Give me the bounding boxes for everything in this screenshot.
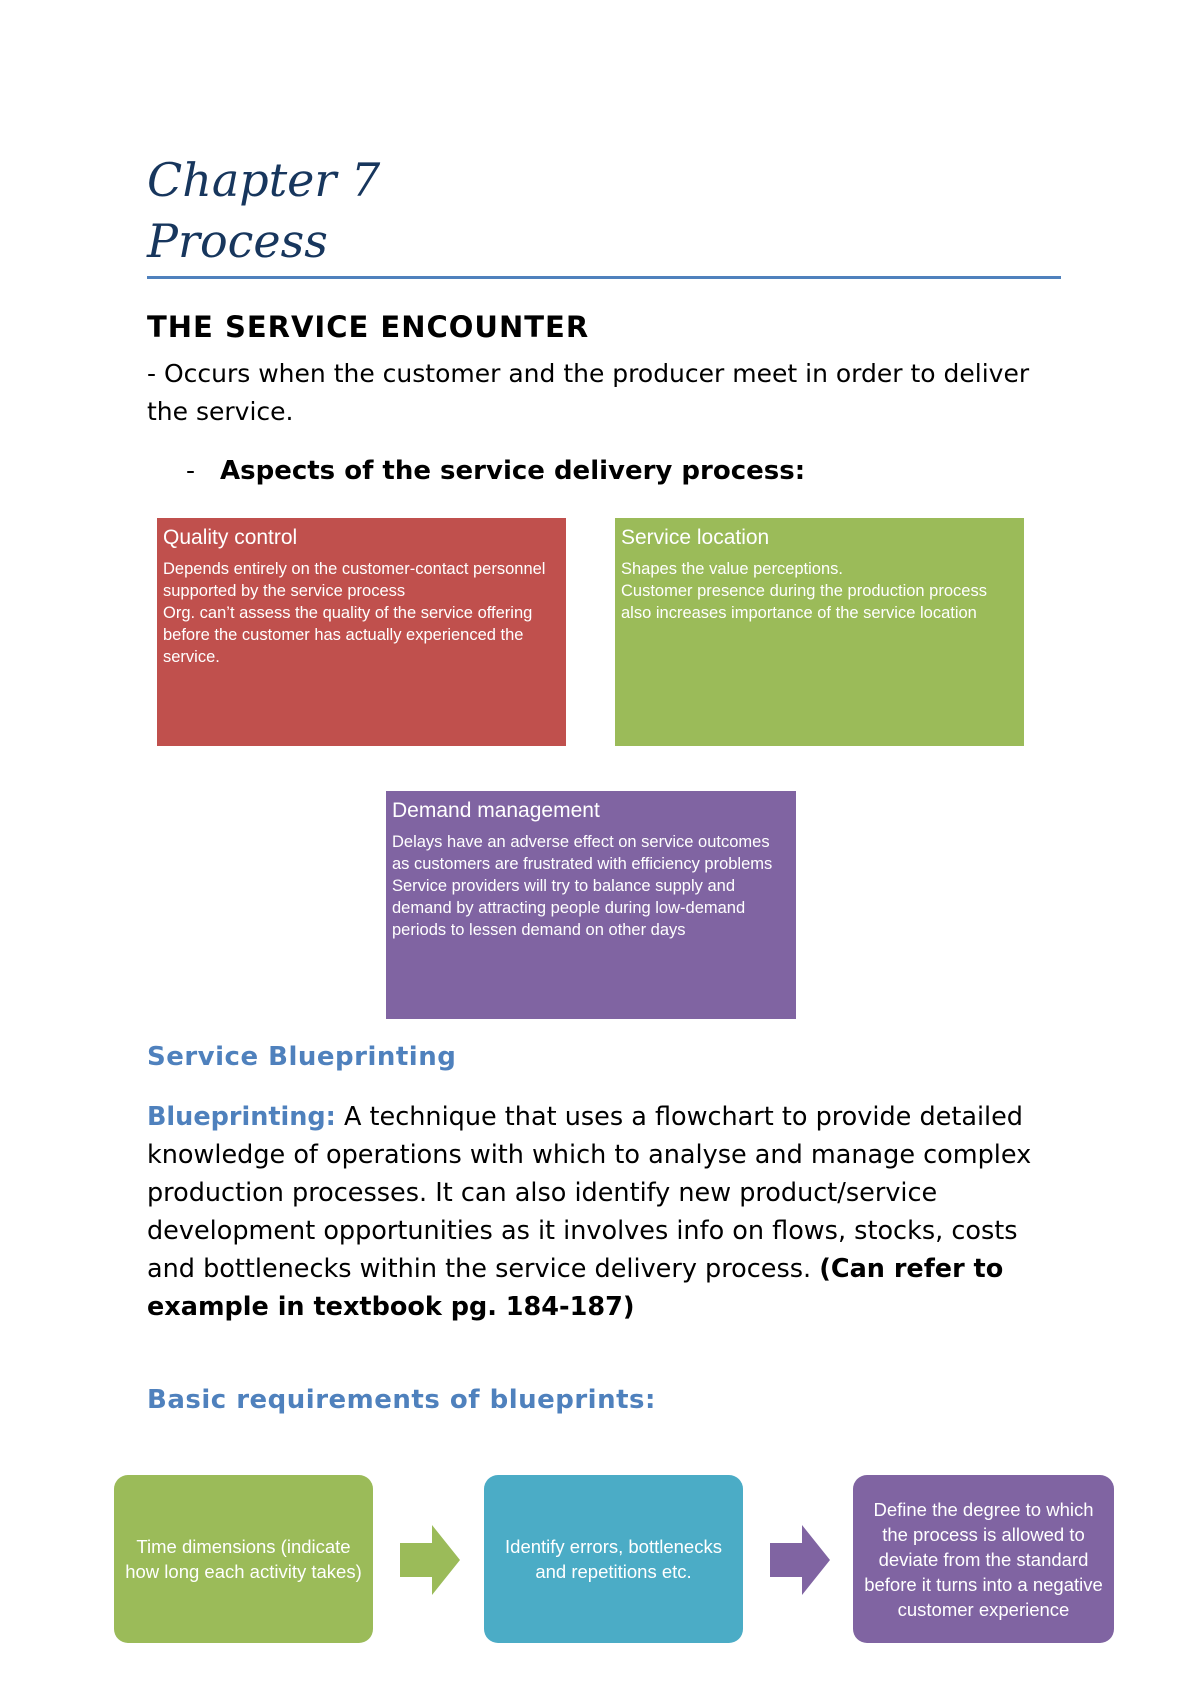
aspect-box-demand-management [386,791,796,1019]
chapter-name: Process [147,214,328,268]
flow-step-text: Time dimensions (indicate how long each activity takes) [125,1536,362,1582]
title-divider [147,276,1061,279]
section-heading-service-encounter: THE SERVICE ENCOUNTER [147,310,590,344]
aspect-line: Org. can’t assess the quality of the service offering before the customer has actually experienced the service. [163,604,533,666]
aspect-box-service-location [615,518,1024,746]
textbook-reference: (Can refer to example in textbook pg. 184-187) [147,1254,1004,1322]
arrow-right-icon [400,1525,460,1595]
blueprinting-definition: A technique that uses a flowchart to provide detailed knowledge of operations with which to analyse and manage complex production processes. It can also identify new product/service development opportunities as it involves info on flows, stocks, costs and bottlenecks within the service delivery process. [147,1102,1032,1284]
flow-step-time-dimensions [114,1475,373,1643]
aspects-bullet: Aspects of the service delivery process: [220,456,806,486]
chapter-number: Chapter 7 [147,153,381,207]
flow-step-define-deviation [853,1475,1114,1643]
section-heading-service-blueprinting: Service Blueprinting [147,1042,457,1072]
blueprinting-term: Blueprinting: [147,1102,336,1132]
section-heading-basic-requirements: Basic requirements of blueprints: [147,1385,656,1415]
aspect-line: Delays have an adverse effect on service outcomes as customers are frustrated with efficiency problems [392,833,773,873]
arrow-right-icon [770,1525,830,1595]
bullet-marker: - [186,456,196,485]
aspect-line: Service providers will try to balance supply and demand by attracting people during low-demand periods to lessen demand on other days [392,877,746,939]
chapter-title [147,150,380,272]
aspect-line: Shapes the value perceptions. [621,560,843,578]
aspect-line: Customer presence during the production process also increases importance of the service location [621,582,987,622]
aspect-title: Quality control [163,526,298,549]
flow-step-text: Define the degree to which the process is allowed to deviate from the standard before it turns into a negative customer experience [864,1498,1103,1620]
aspect-title: Demand management [392,799,600,822]
aspect-line: Depends entirely on the customer-contact personnel supported by the service process [163,560,546,600]
flow-step-identify-errors [484,1475,743,1643]
aspect-title: Service location [621,526,770,549]
service-encounter-definition: - Occurs when the customer and the producer meet in order to deliver the service. [147,359,1030,426]
aspect-box-quality-control [157,518,566,746]
flow-step-text: Identify errors, bottlenecks and repetitions etc. [505,1536,722,1582]
blueprinting-paragraph [147,1098,1067,1326]
